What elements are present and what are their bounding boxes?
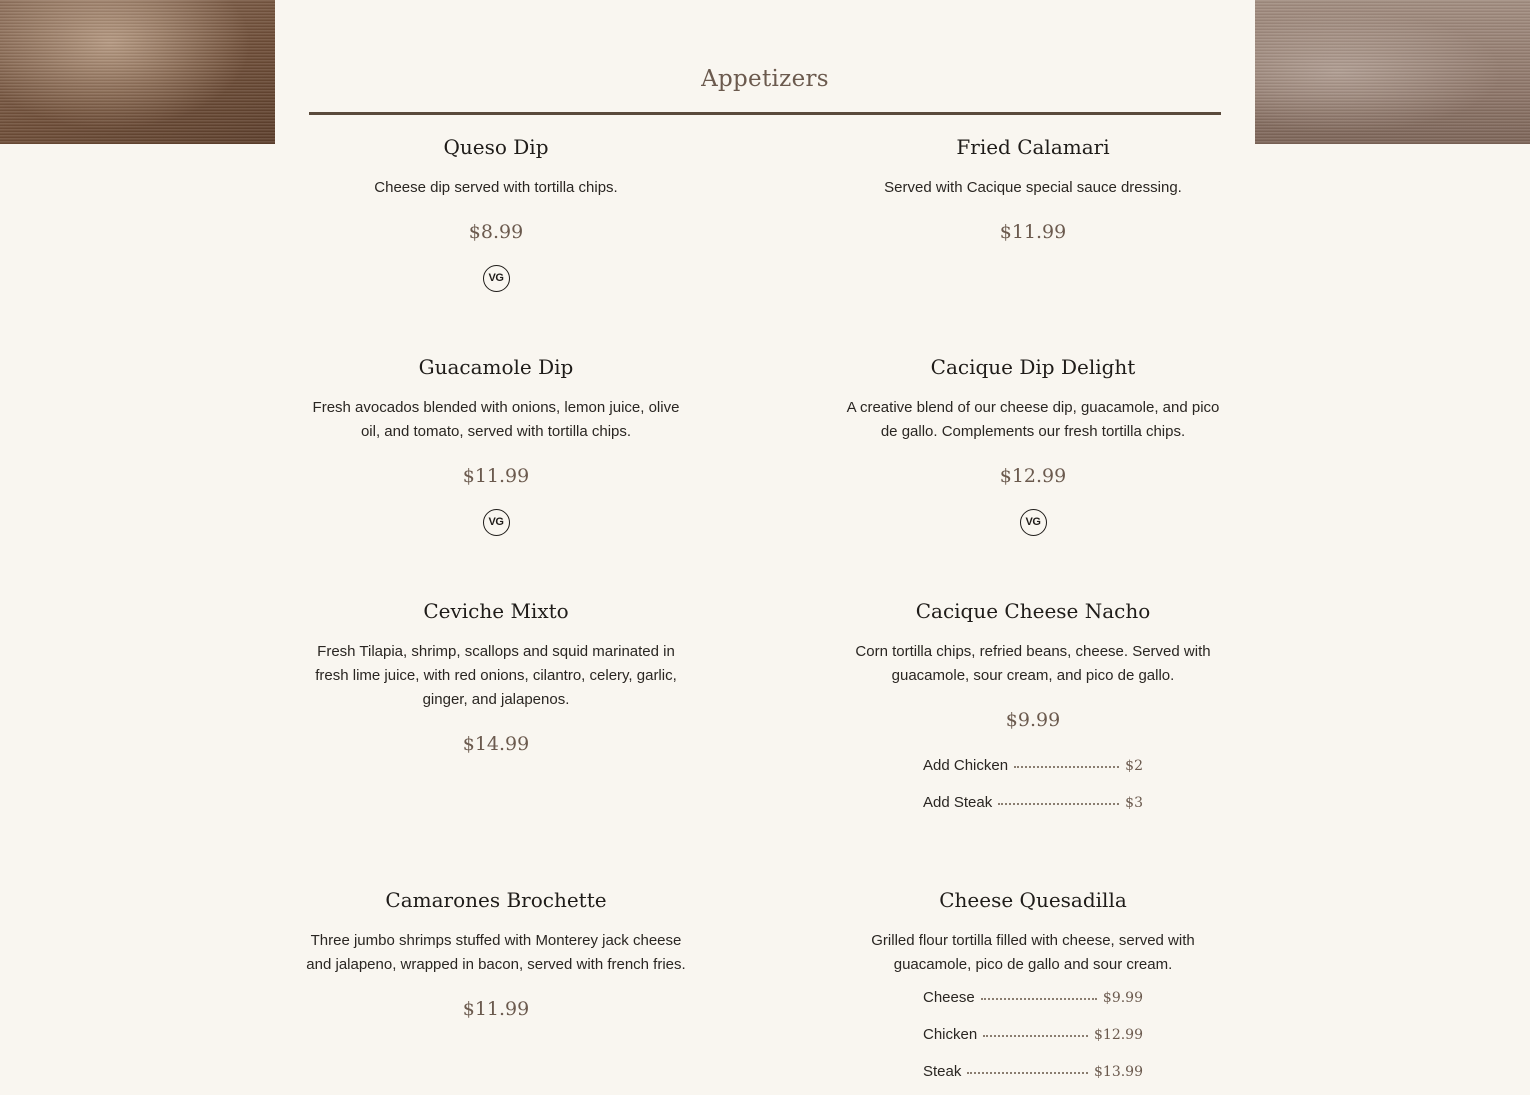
menu-item-camarones-brochette [306,886,686,1024]
option-row [923,1053,1143,1090]
option-label: Steak [923,1063,962,1080]
addon-list [923,747,1143,821]
option-row [923,979,1143,1016]
item-price: $11.99 [999,221,1067,243]
item-price: $8.99 [468,221,524,243]
menu-item-cheese-quesadilla [843,886,1223,1090]
dot-leader [967,1062,1088,1074]
item-name: Fried Calamari [956,135,1110,159]
item-price: $11.99 [462,998,530,1020]
vegetarian-badge-icon: VG [483,509,510,536]
item-name: Camarones Brochette [385,888,607,912]
option-label: Chicken [923,1026,978,1043]
section-divider [309,112,1221,115]
addon-row [923,784,1143,821]
item-description: Three jumbo shrimps stuffed with Monterey jack cheese and jalapeno, wrapped in bacon, served with french fries. [306,932,686,973]
option-price: $9.99 [1102,990,1143,1006]
item-name: Ceviche Mixto [423,599,569,623]
addon-price: $2 [1125,758,1143,774]
option-row [923,1016,1143,1053]
item-description: Served with Cacique special sauce dressing. [884,179,1182,196]
addon-label: Add Chicken [923,757,1009,774]
option-price: $13.99 [1094,1064,1143,1080]
dot-leader [1014,756,1119,768]
dot-leader [981,988,1097,1000]
option-list [923,979,1143,1090]
item-name: Cacique Cheese Nacho [915,599,1151,623]
item-description: Fresh avocados blended with onions, lemon juice, olive oil, and tomato, served with tortilla chips. [312,399,680,440]
item-name: Guacamole Dip [418,355,574,379]
item-price: $9.99 [1005,709,1061,731]
addon-label: Add Steak [923,794,993,811]
item-description: Corn tortilla chips, refried beans, cheese. Served with guacamole, sour cream, and pico de gallo. [855,643,1211,684]
header-background-image-left [0,0,275,144]
item-price: $14.99 [462,733,530,755]
option-price: $12.99 [1094,1027,1143,1043]
menu-item-cacique-dip-delight [843,353,1223,536]
header-background-image-right [1255,0,1530,144]
menu-item-guacamole-dip [306,353,686,536]
item-price: $12.99 [999,465,1067,487]
item-name: Cacique Dip Delight [930,355,1136,379]
addon-price: $3 [1125,795,1143,811]
item-name: Cheese Quesadilla [939,888,1127,912]
item-description: A creative blend of our cheese dip, guacamole, and pico de gallo. Complements our fresh tortilla chips. [846,399,1220,440]
dot-leader [983,1025,1088,1037]
vegetarian-badge-icon: VG [483,265,510,292]
section-title: Appetizers [701,66,829,92]
vegetarian-badge-icon: VG [1020,509,1047,536]
menu-item-cacique-cheese-nacho [843,597,1223,821]
dot-leader [998,793,1119,805]
item-description: Cheese dip served with tortilla chips. [374,179,618,196]
item-description: Grilled flour tortilla filled with cheese, served with guacamole, pico de gallo and sour cream. [871,932,1195,973]
menu-item-queso-dip [306,133,686,292]
option-label: Cheese [923,989,975,1006]
menu-item-fried-calamari [843,133,1223,247]
menu-panel [275,0,1255,1095]
item-name: Queso Dip [443,135,549,159]
item-price: $11.99 [462,465,530,487]
item-description: Fresh Tilapia, shrimp, scallops and squid marinated in fresh lime juice, with red onions, cilantro, celery, garlic, ginger, and jalapenos. [315,643,677,708]
addon-row [923,747,1143,784]
menu-item-ceviche-mixto [302,597,690,759]
